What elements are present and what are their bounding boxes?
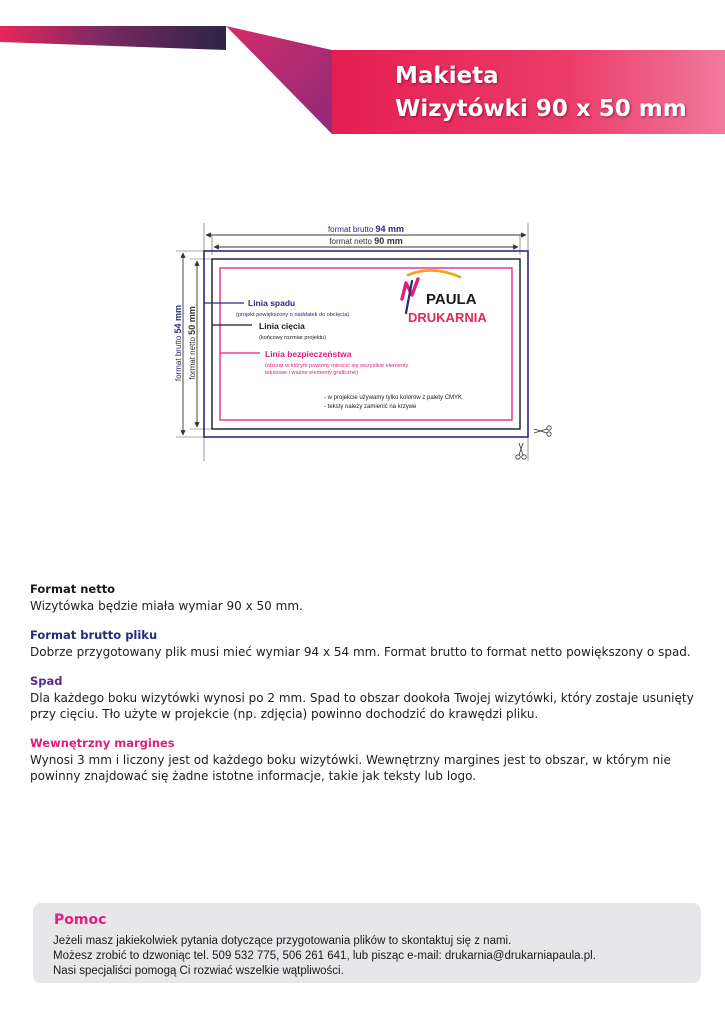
section-margines	[30, 736, 700, 784]
section-heading: Wewnętrzny margines	[30, 736, 175, 750]
section-body: Dla każdego boku wizytówki wynosi po 2 mm. Spad to obszar dookoła Twojej wizytówki, który zostaje usunięty przy cięciu. Tło użyte w projekcie (np. zdjęcia) powinno dochodzić do krawędzi pliku.	[30, 691, 694, 721]
section-heading: Spad	[30, 674, 63, 688]
scissors-icon	[534, 426, 551, 436]
section-heading: Format netto	[30, 582, 116, 596]
safety-title: Linia bezpieczeństwa	[265, 349, 352, 359]
section-heading: Format brutto pliku	[30, 628, 158, 642]
help-line-2: Możesz zrobić to dzwoniąc tel. 509 532 775, 506 261 641, lub pisząc e-mail: drukarnia@drukarniapaula.pl.	[53, 950, 596, 962]
title-line-2: Wizytówki 90 x 50 mm	[395, 96, 687, 122]
safety-note-1: (obszar w którym powinny mieścić się wszystkie elementy	[265, 363, 409, 369]
section-body: Dobrze przygotowany plik musi mieć wymiar 94 x 54 mm. Format brutto to format netto powiększony o spad.	[30, 645, 691, 659]
help-title: Pomoc	[54, 912, 107, 928]
title-line-1: Makieta	[395, 63, 499, 89]
netto-height-label: format netto 50 mm	[187, 306, 197, 380]
logo-text-paula: PAULA	[426, 291, 477, 308]
help-line-3: Nasi specjaliści pomogą Ci rozwiać wszelkie wątpliwości.	[53, 965, 344, 977]
info-sections	[30, 582, 700, 798]
brutto-height-label: format brutto 54 mm	[173, 304, 183, 382]
logo-text-drukarnia: DRUKARNIA	[408, 310, 487, 325]
business-card-diagram	[170, 215, 560, 475]
section-body: Wynosi 3 mm i liczony jest od każdego boku wizytówki. Wewnętrzny margines jest to obszar, w którym nie powinny znajdować się żadne istotne informacje, takie jak teksty lub logo.	[30, 753, 671, 783]
section-format-netto	[30, 582, 700, 614]
section-spad	[30, 674, 700, 722]
cut-title: Linia cięcia	[259, 321, 305, 331]
safety-note-2: tekstowe i ważne elementy graficzne)	[265, 370, 358, 376]
help-text	[53, 934, 596, 979]
help-box	[33, 903, 701, 983]
help-line-1: Jeżeli masz jakiekolwiek pytania dotyczące przygotowania plików to skontaktuj się z nami.	[53, 935, 512, 947]
bleed-title: Linia spadu	[248, 298, 296, 308]
bleed-note: (projekt powiększony o naddatek do obcięcia)	[236, 312, 350, 318]
netto-width-label: format netto 90 mm	[329, 236, 403, 246]
page-title	[395, 60, 687, 126]
diagram-canvas	[170, 215, 560, 475]
paula-logo	[402, 270, 487, 325]
section-format-brutto	[30, 628, 700, 660]
logo-arc-icon	[408, 270, 460, 277]
cut-note: (końcowy rozmiar projektu)	[259, 335, 327, 341]
section-body: Wizytówka będzie miała wymiar 90 x 50 mm.	[30, 599, 303, 613]
note-curves: - teksty należy zamienić na krzywe	[324, 404, 417, 410]
note-cmyk: - w projekcie używamy tylko kolorów z palety CMYK	[324, 395, 463, 401]
brutto-width-label: format brutto 94 mm	[327, 224, 405, 234]
scissors-icon	[516, 443, 526, 459]
